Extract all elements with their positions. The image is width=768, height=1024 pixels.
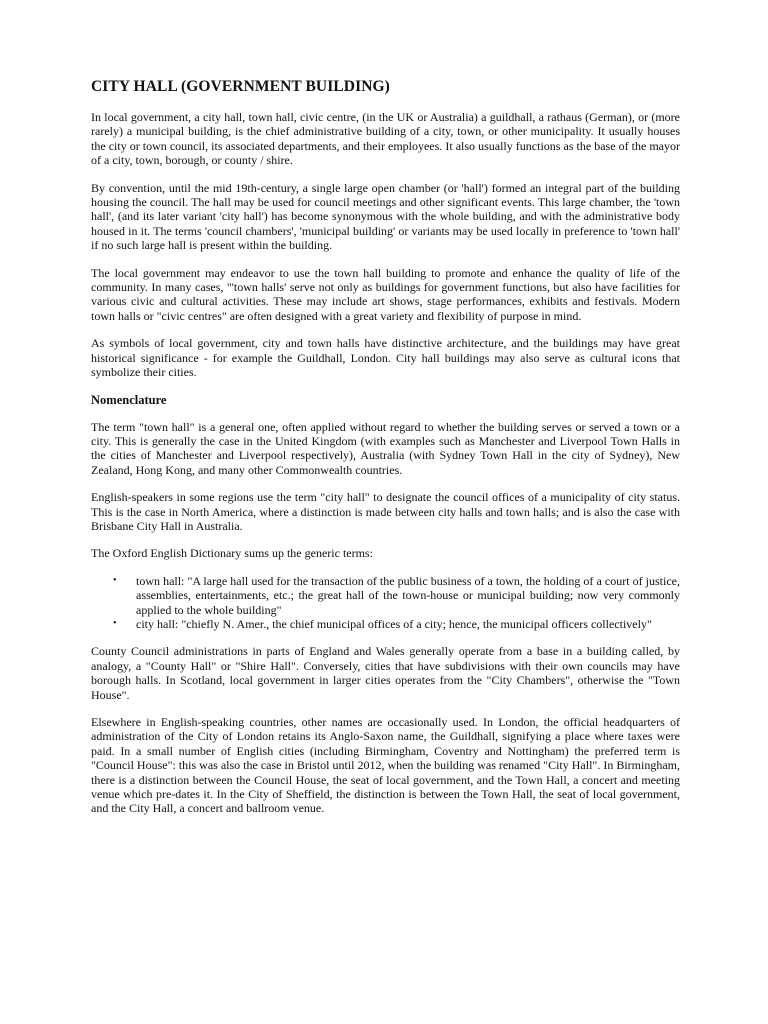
nomenclature-paragraph: The Oxford English Dictionary sums up the generic terms: <box>91 546 373 561</box>
definition-list-item <box>91 574 680 617</box>
nomenclature-paragraph: English-speakers in some regions use the term "city hall" to designate the council offices of a municipality of city status. This is the case in North America, where a distinction is made between city halls and town halls; and is also the case with Brisbane City Hall in Australia. <box>91 490 680 533</box>
definition-list <box>91 574 680 632</box>
definition-list-item <box>91 617 680 631</box>
intro-paragraph: By convention, until the mid 19th-century, a single large open chamber (or 'hall') formed an integral part of the building housing the council. The hall may be used for council meetings and other significant events. This large chamber, the 'town hall', (and its later variant 'city hall') has become synonymous with the whole building, and with the administrative body housed in it. The terms 'council chambers', 'municipal building' or variants may be used locally in preference to 'town hall' if no such large hall is present within the building. <box>91 180 680 253</box>
bullet-icon: • <box>113 574 117 586</box>
definition-text: town hall: "A large hall used for the transaction of the public business of a town, the holding of a court of justice, assemblies, entertainments, etc.; the great hall of the town-house or municipal building; now very commonly applied to the whole building" <box>136 573 680 617</box>
nomenclature-paragraph: The term "town hall" is a general one, often applied without regard to whether the building serves or served a town or a city. This is generally the case in the United Kingdom (with examples such as Manchester and Liverpool Town Halls in the cities of Manchester and Liverpool respectively), Australia (with Sydney Town Hall in the city of Sydney), New Zealand, Hong Kong, and many other Commonwealth countries. <box>91 419 680 477</box>
definition-text: city hall: "chiefly N. Amer., the chief municipal offices of a city; hence, the municipal officers collectively" <box>136 616 652 631</box>
intro-paragraph: The local government may endeavor to use the town hall building to promote and enhance the quality of life of the community. In many cases, "'town halls' serve not only as buildings for government functions, but also have facilities for various civic and cultural activities. These may include art shows, stage performances, exhibits and festivals. Modern town halls or "civic centres" are often designed with a great variety and flexibility of purpose in mind. <box>91 265 680 323</box>
intro-paragraph: As symbols of local government, city and town halls have distinctive architecture, and the buildings may have great historical significance - for example the Guildhall, London. City hall buildings may also serve as cultural icons that symbolize their cities. <box>91 336 680 380</box>
document-title: CITY HALL (GOVERNMENT BUILDING) <box>91 78 390 95</box>
closing-paragraph: Elsewhere in English-speaking countries, other names are occasionally used. In London, the official headquarters of administration of the City of London retains its Anglo-Saxon name, the Guildhall, signifying a place where taxes were paid. In a small number of English cities (including Birmingham, Coventry and Nottingham) the preferred term is "Council House": this was also the case in Bristol until 2012, when the building was renamed "City Hall". In Birmingham, there is a distinction between the Council House, the seat of local government, and the Town Hall, a concert and meeting venue which pre-dates it. In the City of Sheffield, the distinction is between the Town Hall, the seat of local government, and the City Hall, a concert and ballroom venue. <box>91 715 680 816</box>
intro-paragraph: In local government, a city hall, town hall, civic centre, (in the UK or Australia) a guildhall, a rathaus (German), or (more rarely) a municipal building, is the chief administrative building of a city, town, or other municipality. It usually houses the city or town council, its associated departments, and their employees. It also usually functions as the base of the mayor of a city, town, borough, or county / shire. <box>91 110 680 168</box>
closing-paragraph: County Council administrations in parts of England and Wales generally operate from a base in a building called, by analogy, a "County Hall" or "Shire Hall". Conversely, cities that have subdivisions with their own councils may have borough halls. In Scotland, local government in larger cities operates from the "City Chambers", otherwise the "Town House". <box>91 644 680 702</box>
section-heading-nomenclature: Nomenclature <box>91 392 167 407</box>
bullet-icon: • <box>113 617 117 629</box>
